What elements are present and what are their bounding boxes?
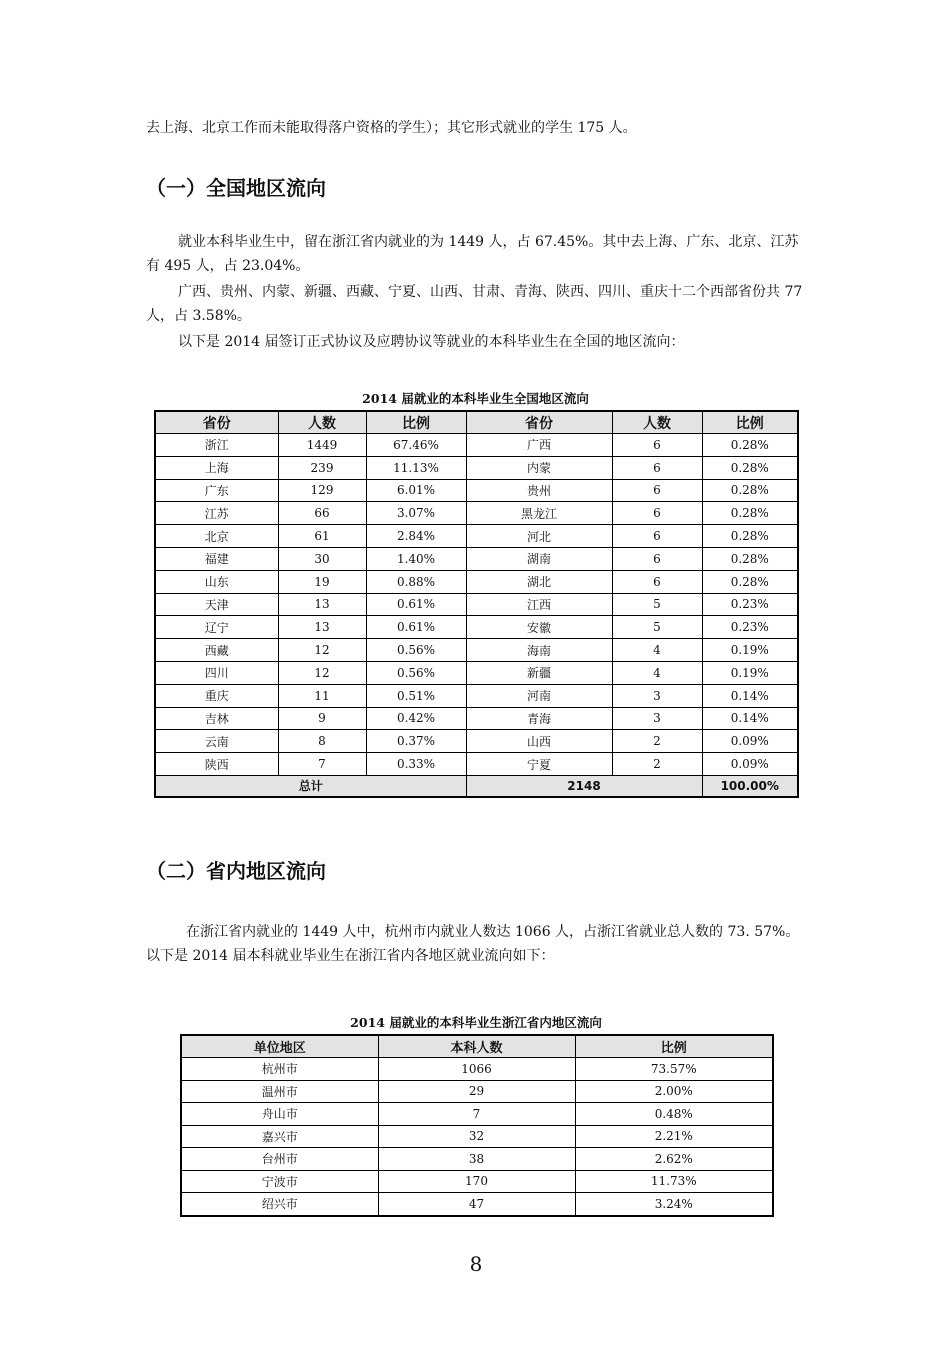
intro-paragraph: 去上海、北京工作而未能取得落户资格的学生）；其它形式就业的学生 175 人。 <box>146 120 637 136</box>
column-header: 单位地区 <box>181 1035 378 1058</box>
table-cell: 安徽 <box>466 616 612 639</box>
table-cell: 38 <box>378 1148 575 1171</box>
table-cell: 贵州 <box>466 479 612 502</box>
table-row <box>181 1125 773 1148</box>
table-cell: 江西 <box>466 593 612 616</box>
table-cell: 宁波市 <box>181 1170 378 1193</box>
table-cell: 0.19% <box>702 639 798 662</box>
national-distribution-table <box>154 410 799 798</box>
table-header-row <box>181 1035 773 1058</box>
table-cell: 内蒙 <box>466 456 612 479</box>
table-cell: 新疆 <box>466 661 612 684</box>
table-cell: 重庆 <box>155 684 278 707</box>
column-header: 人数 <box>278 411 366 434</box>
table-row <box>155 639 798 662</box>
table-cell: 舟山市 <box>181 1103 378 1126</box>
table-row <box>181 1103 773 1126</box>
column-header: 人数 <box>612 411 702 434</box>
table-cell: 0.51% <box>366 684 466 707</box>
table-row <box>155 684 798 707</box>
column-header: 本科人数 <box>378 1035 575 1058</box>
column-header: 比例 <box>366 411 466 434</box>
table-cell: 河北 <box>466 525 612 548</box>
table-cell: 66 <box>278 502 366 525</box>
table-cell: 2.00% <box>575 1080 773 1103</box>
table-cell: 6.01% <box>366 479 466 502</box>
table-cell: 6 <box>612 570 702 593</box>
table-cell: 11.13% <box>366 456 466 479</box>
paragraph-hangzhou-share: 在浙江省内就业的 1449 人中，杭州市内就业人数达 1066 人，占浙江省就业总人数的 73. 57%。以下是 2014 届本科就业毕业生在浙江省内各地区就业流向如下： <box>146 924 800 964</box>
table-cell: 0.28% <box>702 502 798 525</box>
table-row <box>155 502 798 525</box>
table-cell: 台州市 <box>181 1148 378 1171</box>
provincial-table-caption: 2014 届就业的本科毕业生浙江省内地区流向 <box>350 1015 602 1030</box>
table-cell: 2.21% <box>575 1125 773 1148</box>
table-cell: 47 <box>378 1193 575 1216</box>
table-row <box>155 707 798 730</box>
table-cell: 2.62% <box>575 1148 773 1171</box>
table-cell: 天津 <box>155 593 278 616</box>
table-cell: 30 <box>278 547 366 570</box>
table-cell: 0.37% <box>366 730 466 753</box>
table-cell: 浙江 <box>155 434 278 457</box>
table-row <box>155 479 798 502</box>
table-row <box>155 730 798 753</box>
table-cell: 2 <box>612 753 702 776</box>
table-cell: 广西 <box>466 434 612 457</box>
table-cell: 4 <box>612 661 702 684</box>
total-percent: 100.00% <box>702 775 798 797</box>
table-cell: 67.46% <box>366 434 466 457</box>
table-cell: 3 <box>612 707 702 730</box>
column-header: 比例 <box>575 1035 773 1058</box>
table-cell: 黑龙江 <box>466 502 612 525</box>
table-cell: 6 <box>612 479 702 502</box>
column-header: 比例 <box>702 411 798 434</box>
table-cell: 9 <box>278 707 366 730</box>
table-row <box>155 570 798 593</box>
table-row <box>181 1058 773 1081</box>
table-cell: 19 <box>278 570 366 593</box>
table-cell: 湖北 <box>466 570 612 593</box>
table-cell: 6 <box>612 434 702 457</box>
table-cell: 0.56% <box>366 639 466 662</box>
table-cell: 2 <box>612 730 702 753</box>
table-cell: 福建 <box>155 547 278 570</box>
table-cell: 0.09% <box>702 730 798 753</box>
table-cell: 6 <box>612 502 702 525</box>
table-cell: 1.40% <box>366 547 466 570</box>
total-label: 总计 <box>155 775 466 797</box>
table-row <box>181 1148 773 1171</box>
table-cell: 7 <box>378 1103 575 1126</box>
table-cell: 29 <box>378 1080 575 1103</box>
table-row <box>155 616 798 639</box>
column-header: 省份 <box>155 411 278 434</box>
table-row <box>181 1193 773 1216</box>
table-row <box>181 1170 773 1193</box>
table-cell: 河南 <box>466 684 612 707</box>
table-cell: 1449 <box>278 434 366 457</box>
table-total-row <box>155 775 798 797</box>
table-cell: 辽宁 <box>155 616 278 639</box>
table-cell: 湖南 <box>466 547 612 570</box>
paragraph-zhejiang-share: 就业本科毕业生中，留在浙江省内就业的为 1449 人，占 67.45%。其中去上海、广东、北京、江苏有 495 人，占 23.04%。 <box>146 234 799 274</box>
table-cell: 3.07% <box>366 502 466 525</box>
table-cell: 4 <box>612 639 702 662</box>
total-count: 2148 <box>466 775 702 797</box>
table-cell: 170 <box>378 1170 575 1193</box>
table-cell: 1066 <box>378 1058 575 1081</box>
table-cell: 0.28% <box>702 525 798 548</box>
table-cell: 5 <box>612 593 702 616</box>
table-cell: 绍兴市 <box>181 1193 378 1216</box>
table-cell: 陕西 <box>155 753 278 776</box>
table-row <box>155 456 798 479</box>
table-row <box>155 661 798 684</box>
table-cell: 云南 <box>155 730 278 753</box>
table-cell: 0.23% <box>702 593 798 616</box>
table-cell: 山西 <box>466 730 612 753</box>
table-cell: 7 <box>278 753 366 776</box>
table-cell: 3.24% <box>575 1193 773 1216</box>
table-cell: 吉林 <box>155 707 278 730</box>
table-cell: 青海 <box>466 707 612 730</box>
table-cell: 2.84% <box>366 525 466 548</box>
table-cell: 0.88% <box>366 570 466 593</box>
table-cell: 0.56% <box>366 661 466 684</box>
table-cell: 61 <box>278 525 366 548</box>
table-cell: 0.48% <box>575 1103 773 1126</box>
table-cell: 北京 <box>155 525 278 548</box>
table-cell: 129 <box>278 479 366 502</box>
table-cell: 上海 <box>155 456 278 479</box>
table-cell: 西藏 <box>155 639 278 662</box>
table-cell: 0.61% <box>366 593 466 616</box>
table-cell: 0.42% <box>366 707 466 730</box>
table-cell: 海南 <box>466 639 612 662</box>
table-cell: 73.57% <box>575 1058 773 1081</box>
table-cell: 0.28% <box>702 479 798 502</box>
table-cell: 32 <box>378 1125 575 1148</box>
table-cell: 6 <box>612 456 702 479</box>
table-cell: 239 <box>278 456 366 479</box>
table-cell: 0.28% <box>702 456 798 479</box>
table-cell: 0.14% <box>702 707 798 730</box>
table-row <box>155 593 798 616</box>
table-row <box>181 1080 773 1103</box>
table-cell: 11 <box>278 684 366 707</box>
table-header-row <box>155 411 798 434</box>
paragraph-western-provinces: 广西、贵州、内蒙、新疆、西藏、宁夏、山西、甘肃、青海、陕西、四川、重庆十二个西部省份共 77 人，占 3.58%。 <box>146 284 803 324</box>
paragraph-table-intro: 以下是 2014 届签订正式协议及应聘协议等就业的本科毕业生在全国的地区流向： <box>178 334 685 350</box>
table-cell: 0.28% <box>702 570 798 593</box>
table-cell: 四川 <box>155 661 278 684</box>
table-cell: 0.19% <box>702 661 798 684</box>
table-cell: 温州市 <box>181 1080 378 1103</box>
table-cell: 12 <box>278 661 366 684</box>
table-cell: 5 <box>612 616 702 639</box>
table-cell: 江苏 <box>155 502 278 525</box>
column-header: 省份 <box>466 411 612 434</box>
national-table-caption: 2014 届就业的本科毕业生全国地区流向 <box>362 391 589 406</box>
table-cell: 13 <box>278 593 366 616</box>
section-heading-provincial: （二）省内地区流向 <box>146 859 326 883</box>
provincial-distribution-table <box>180 1034 774 1217</box>
table-cell: 杭州市 <box>181 1058 378 1081</box>
table-cell: 0.23% <box>702 616 798 639</box>
table-cell: 宁夏 <box>466 753 612 776</box>
table-cell: 8 <box>278 730 366 753</box>
table-cell: 山东 <box>155 570 278 593</box>
page-number: 8 <box>469 1252 483 1276</box>
table-row <box>155 525 798 548</box>
table-cell: 嘉兴市 <box>181 1125 378 1148</box>
table-cell: 11.73% <box>575 1170 773 1193</box>
table-cell: 13 <box>278 616 366 639</box>
table-cell: 12 <box>278 639 366 662</box>
table-row <box>155 547 798 570</box>
table-cell: 0.28% <box>702 547 798 570</box>
table-cell: 0.28% <box>702 434 798 457</box>
table-row <box>155 753 798 776</box>
section-heading-national: （一）全国地区流向 <box>146 176 326 200</box>
table-cell: 3 <box>612 684 702 707</box>
table-cell: 6 <box>612 525 702 548</box>
table-cell: 0.33% <box>366 753 466 776</box>
table-cell: 0.14% <box>702 684 798 707</box>
table-row <box>155 434 798 457</box>
table-cell: 6 <box>612 547 702 570</box>
table-cell: 0.09% <box>702 753 798 776</box>
table-cell: 广东 <box>155 479 278 502</box>
table-cell: 0.61% <box>366 616 466 639</box>
